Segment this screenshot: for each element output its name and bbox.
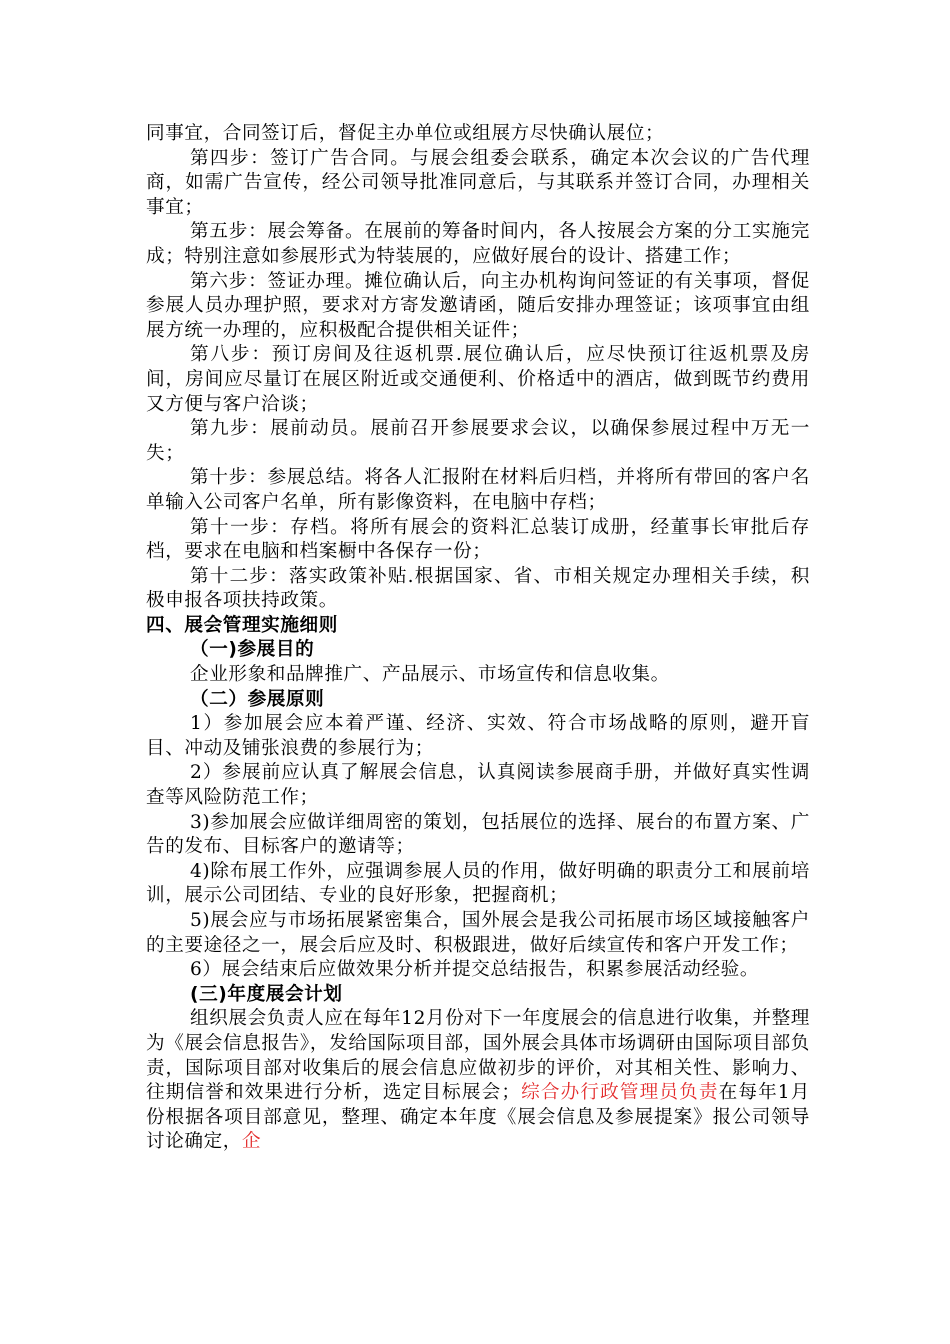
paragraph-step-4: 第四步：签订广告合同。与展会组委会联系，确定本次会议的广告代理商，如需广告宣传，经公司领导批准同意后，与其联系并签订合同，办理相关事宜；	[146, 147, 810, 218]
paragraph-contract-confirm: 同事宜，合同签订后，督促主办单位或组展方尽快确认展位；	[146, 123, 665, 144]
principle-item: 2）参展前应认真了解展会信息，认真阅读参展商手册，并做好真实性调查等风险防范工作；	[146, 762, 810, 809]
highlighted-responsible: 综合办行政管理员负责	[520, 1082, 719, 1104]
annual-plan-text-1: 组织展会负责人应在每年12月份对下一年度展会的信息进行收集，并整理为《展会信息报告》，发给国际项目部，国外展会具体市场调研由国际项目部负责，国际项目部对收集后的展会信息应做初步的评价，对其相关性、影响力、往期信誉和效果进行分析，选定目标展会；	[146, 1008, 810, 1104]
annual-plan-text-2: 在每年1月份根据各项目部意见，整理、确定本年度《展会信息及参展提案》报公司领导讨论确定，	[146, 1082, 810, 1153]
subheading-annual-plan: (三)年度展会计划	[190, 983, 343, 1005]
principle-item: 1）参加展会应本着严谨、经济、实效、符合市场战略的原则，避开盲目、冲动及铺张浪费的参展行为；	[146, 713, 810, 759]
paragraph-step-9: 第九步：展前动员。展前召开参展要求会议，以确保参展过程中万无一失；	[146, 418, 810, 464]
principle-item: 6）展会结束后应做效果分析并提交总结报告，积累参展活动经验。	[190, 959, 760, 981]
section-heading: 四、展会管理实施细则	[146, 614, 338, 636]
subheading-purpose: （一)参展目的	[190, 639, 315, 661]
principle-item: 4)除布展工作外，应强调参展人员的作用，做好明确的职责分工和展前培训，展示公司团结、专业的良好形象，把握商机；	[146, 860, 810, 907]
paragraph-step-8: 第八步：预订房间及往返机票.展位确认后，应尽快预订往返机票及房间，房间应尽量订在展区附近或交通便利、价格适中的酒店，做到既节约费用又方便与客户洽谈；	[146, 344, 810, 415]
paragraph-step-5: 第五步：展会筹备。在展前的筹备时间内，各人按展会方案的分工实施完成；特别注意如参展形式为特装展的，应做好展台的设计、搭建工作；	[146, 221, 810, 267]
paragraph-step-6: 第六步：签证办理。摊位确认后，向主办机构询问签证的有关事项，督促参展人员办理护照，要求对方寄发邀请函，随后安排办理签证；该项事宜由组展方统一办理的，应积极配合提供相关证件；	[146, 270, 810, 341]
paragraph-step-12: 第十二步：落实政策补贴.根据国家、省、市相关规定办理相关手续，积极申报各项扶持政策。	[146, 565, 810, 612]
paragraph-annual-plan	[146, 1007, 810, 1155]
paragraph-purpose: 企业形象和品牌推广、产品展示、市场宣传和信息收集。	[190, 664, 670, 686]
paragraph-step-10: 第十步：参展总结。将各人汇报附在材料后归档，并将所有带回的客户名单输入公司客户名单，所有影像资料，在电脑中存档；	[146, 467, 810, 513]
highlighted-trailing-char: 企	[241, 1131, 262, 1153]
principle-item: 3)参加展会应做详细周密的策划，包括展位的选择、展台的布置方案、广告的发布、目标客户的邀请等；	[146, 811, 810, 858]
principle-item: 5)展会应与市场拓展紧密集合，国外展会是我公司拓展市场区域接触客户的主要途径之一，展会后应及时、积极跟进，做好后续宣传和客户开发工作；	[146, 910, 810, 956]
subheading-principles: （二）参展原则	[190, 688, 325, 710]
paragraph-step-11: 第十一步：存档。将所有展会的资料汇总装订成册，经董事长审批后存档，要求在电脑和档案橱中各保存一份；	[146, 516, 810, 563]
document-body	[146, 122, 810, 1155]
